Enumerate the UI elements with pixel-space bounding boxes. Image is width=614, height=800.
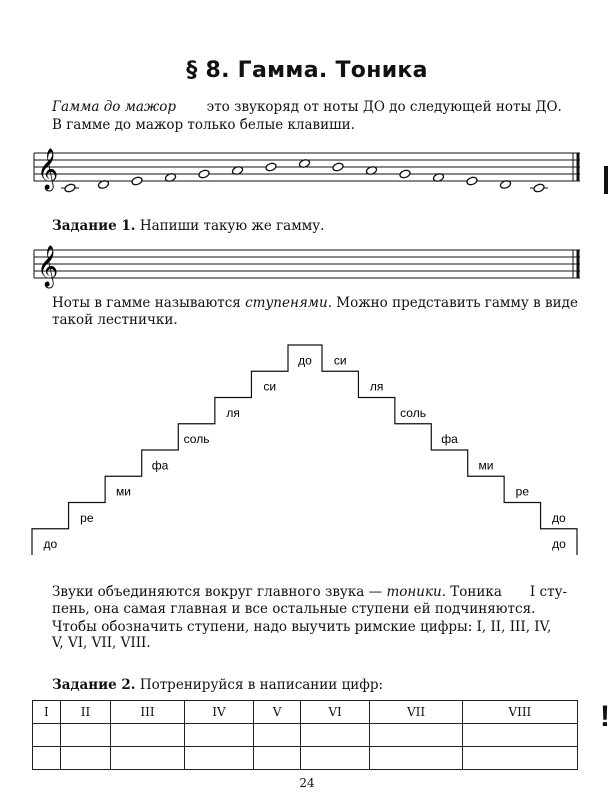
whole-note [332,162,344,172]
tonic-text-2: . Тоника [441,584,502,600]
step-label: си [263,379,277,394]
whole-note [265,162,277,172]
task2-text: Потренируйся в написании цифр: [139,677,384,693]
treble-clef-icon: 𝄞 [37,246,59,287]
steps-intro-text-2: . Можно представить гамму в виде [327,295,578,311]
page-title: § 8. Гамма. Тоника [186,58,428,83]
practice-cell[interactable] [300,724,369,747]
step-label: соль [183,432,210,446]
task1-text: Напиши такую же гамму. [139,218,325,234]
practice-cell[interactable] [33,724,61,747]
whole-note [164,173,176,183]
margin-exclamation: ! [600,700,610,733]
task1-line [52,218,324,234]
practice-cell[interactable] [111,724,184,747]
roman-header-row [33,701,578,724]
whole-note [298,159,310,169]
roman-cell: IV [184,701,253,724]
step-label: ми [115,484,131,499]
whole-note [97,180,109,190]
tonic-term: тоники [386,584,442,600]
step-label: до [298,353,312,368]
step-label: до [43,537,58,551]
whole-note [365,166,377,176]
practice-cell[interactable] [254,724,301,747]
step-label: ми [478,458,494,473]
practice-cell[interactable] [60,747,111,770]
practice-cell[interactable] [462,724,577,747]
intro-definition: это звукоряд от ноты ДО до следующей ноты ДО. [206,99,562,115]
task1-label: Задание 1. [52,218,136,234]
step-label: фа [151,458,169,473]
whole-note [64,183,76,193]
practice-cell[interactable] [111,747,184,770]
task2-label: Задание 2. [52,677,136,693]
intro-term: Гамма до мажор [52,99,177,115]
practice-cell[interactable] [184,747,253,770]
tonic-line-4: V, VI, VII, VIII. [52,635,151,651]
intro-line-2: В гамме до мажор только белые клавиши. [52,117,355,133]
steps-intro-line-1 [52,295,578,311]
step-label: си [333,353,347,368]
practice-cell[interactable] [300,747,369,770]
step-label: ре [80,510,94,525]
tonic-text: Звуки объединяются вокруг главного звука — [52,584,387,600]
practice-cell[interactable] [184,724,253,747]
practice-cell[interactable] [60,724,111,747]
practice-cell[interactable] [462,747,577,770]
roman-cell: V [254,701,301,724]
whole-note [533,183,545,193]
step-label: ля [226,405,240,420]
whole-note [198,169,210,179]
practice-cell[interactable] [254,747,301,770]
tonic-line-1 [52,584,567,600]
roman-cell: VI [300,701,369,724]
whole-note [399,169,411,179]
roman-numerals-table [32,700,578,770]
practice-cell[interactable] [33,747,61,770]
page-number: 24 [299,776,315,790]
whole-note [466,176,478,186]
scale-notes [61,159,548,193]
treble-clef-icon: 𝄞 [37,149,59,190]
step-label: до [551,510,566,525]
intro-line-1 [52,99,562,115]
roman-cell: III [111,701,184,724]
steps-term: ступенями [245,295,328,311]
practice-row [33,724,578,747]
staircase-labels [43,353,566,551]
tonic-line-3: Чтобы обозначить ступени, надо выучить римские цифры: I, II, III, IV, [52,619,552,635]
task2-line [52,677,383,693]
tonic-line-2: пень, она самая главная и все остальные ступени ей подчиняются. [52,601,536,617]
roman-cell: II [60,701,111,724]
whole-note [231,166,243,176]
step-label: фа [441,432,458,446]
practice-row [33,747,578,770]
steps-intro-line-2: такой лестнички. [52,312,178,328]
practice-cell[interactable] [370,724,462,747]
whole-note [131,176,143,186]
tonic-text-3: I сту- [529,584,568,600]
whole-note [432,173,444,183]
steps-intro-text: Ноты в гамме называются [52,295,246,311]
step-label: до [552,537,566,551]
step-label: ре [515,484,530,499]
step-label: соль [400,405,426,420]
margin-bar [604,166,608,194]
staircase-outline [32,345,577,555]
whole-note [499,180,511,190]
roman-cell: VIII [462,701,577,724]
roman-cell: VII [370,701,462,724]
roman-cell: I [33,701,61,724]
step-label: ля [369,379,384,394]
practice-cell[interactable] [370,747,462,770]
